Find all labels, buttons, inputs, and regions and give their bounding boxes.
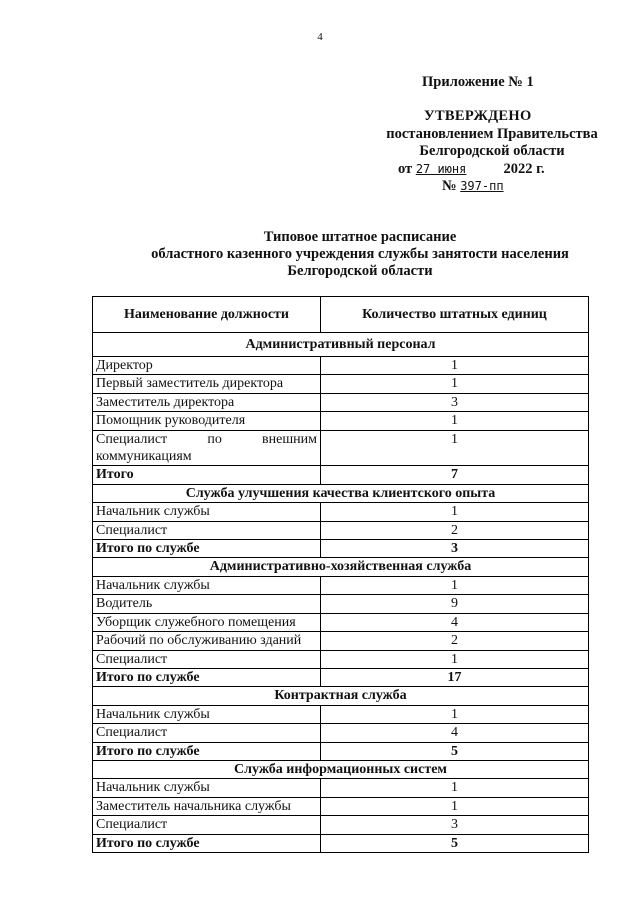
table-row — [93, 576, 589, 594]
total-row — [93, 742, 589, 760]
total-row — [93, 540, 589, 558]
page-number: 4 — [317, 31, 323, 43]
total-value: 5 — [321, 742, 589, 760]
total-value: 5 — [321, 834, 589, 852]
table-row — [93, 779, 589, 797]
count-cell: 3 — [321, 816, 589, 834]
total-value: 17 — [321, 668, 589, 686]
count-cell: 1 — [321, 797, 589, 815]
table-row — [93, 357, 589, 375]
column-header-count: Количество штатных единиц — [321, 297, 589, 333]
count-cell: 3 — [321, 393, 589, 411]
section-row — [93, 333, 589, 357]
count-cell: 1 — [321, 430, 589, 466]
position-cell: Уборщик служебного помещения — [93, 613, 321, 631]
table-row — [93, 613, 589, 631]
total-value: 3 — [321, 540, 589, 558]
approved-stamp-heading: УТВЕРЖДЕНО — [424, 108, 532, 124]
staff-table — [92, 296, 589, 853]
decree-line-1: постановлением Правительства — [386, 126, 598, 142]
position-cell: Директор — [93, 357, 321, 375]
total-row — [93, 834, 589, 852]
number-value: 397-пп — [460, 179, 504, 193]
position-cell: Первый заместитель директора — [93, 375, 321, 393]
section-row — [93, 484, 589, 502]
count-cell: 2 — [321, 632, 589, 650]
decree-line-2: Белгородской области — [419, 143, 565, 159]
count-cell: 9 — [321, 595, 589, 613]
count-cell: 1 — [321, 357, 589, 375]
appendix-label: Приложение № 1 — [422, 74, 534, 90]
date-year: 2022 г. — [503, 161, 545, 177]
table-row — [93, 393, 589, 411]
position-cell: Специалист — [93, 816, 321, 834]
position-cell: Заместитель директора — [93, 393, 321, 411]
section-title: Контрактная служба — [93, 687, 589, 705]
total-label: Итого по службе — [93, 668, 321, 686]
section-title: Служба информационных систем — [93, 760, 589, 778]
position-cell: Начальник службы — [93, 779, 321, 797]
document-title-line-2: областного казенного учреждения службы занятости населения — [151, 246, 569, 262]
position-cell: Специалист по внешним коммуникациям — [93, 430, 321, 466]
table-row — [93, 650, 589, 668]
table-row — [93, 724, 589, 742]
position-cell: Помощник руководителя — [93, 412, 321, 430]
section-row — [93, 558, 589, 576]
decree-number — [442, 178, 530, 195]
table-row — [93, 595, 589, 613]
table-row — [93, 632, 589, 650]
table-row — [93, 430, 589, 466]
position-cell: Специалист — [93, 724, 321, 742]
count-cell: 1 — [321, 375, 589, 393]
count-cell: 2 — [321, 521, 589, 539]
date-prefix: от — [398, 161, 413, 177]
table-body — [93, 333, 589, 853]
section-title: Административный персонал — [93, 333, 589, 357]
count-cell: 1 — [321, 503, 589, 521]
total-row — [93, 668, 589, 686]
table-row — [93, 705, 589, 723]
total-label: Итого по службе — [93, 540, 321, 558]
date-day-month: 27 июня — [415, 162, 467, 176]
document-title-line-1: Типовое штатное расписание — [263, 229, 457, 245]
position-cell: Водитель — [93, 595, 321, 613]
position-cell: Специалист — [93, 650, 321, 668]
position-cell: Начальник службы — [93, 705, 321, 723]
position-cell: Рабочий по обслуживанию зданий — [93, 632, 321, 650]
table-row — [93, 412, 589, 430]
position-cell: Заместитель начальника службы — [93, 797, 321, 815]
count-cell: 4 — [321, 613, 589, 631]
section-title: Административно-хозяйственная служба — [93, 558, 589, 576]
total-label: Итого — [93, 466, 321, 484]
table-row — [93, 375, 589, 393]
document-title-line-3: Белгородской области — [287, 263, 433, 279]
position-cell: Начальник службы — [93, 503, 321, 521]
section-row — [93, 687, 589, 705]
table-row — [93, 797, 589, 815]
count-cell: 1 — [321, 650, 589, 668]
count-cell: 1 — [321, 705, 589, 723]
column-header-position: Наименование должности — [93, 297, 321, 333]
position-cell: Начальник службы — [93, 576, 321, 594]
position-cell: Специалист — [93, 521, 321, 539]
table-row — [93, 503, 589, 521]
count-cell: 4 — [321, 724, 589, 742]
count-cell: 1 — [321, 576, 589, 594]
section-title: Служба улучшения качества клиентского опыта — [93, 484, 589, 502]
number-prefix: № — [442, 178, 457, 194]
section-row — [93, 760, 589, 778]
total-label: Итого по службе — [93, 742, 321, 760]
table-row — [93, 816, 589, 834]
count-cell: 1 — [321, 412, 589, 430]
total-label: Итого по службе — [93, 834, 321, 852]
total-row — [93, 466, 589, 484]
table-header-row — [93, 297, 589, 333]
total-value: 7 — [321, 466, 589, 484]
count-cell: 1 — [321, 779, 589, 797]
decree-date — [398, 161, 545, 178]
table-row — [93, 521, 589, 539]
